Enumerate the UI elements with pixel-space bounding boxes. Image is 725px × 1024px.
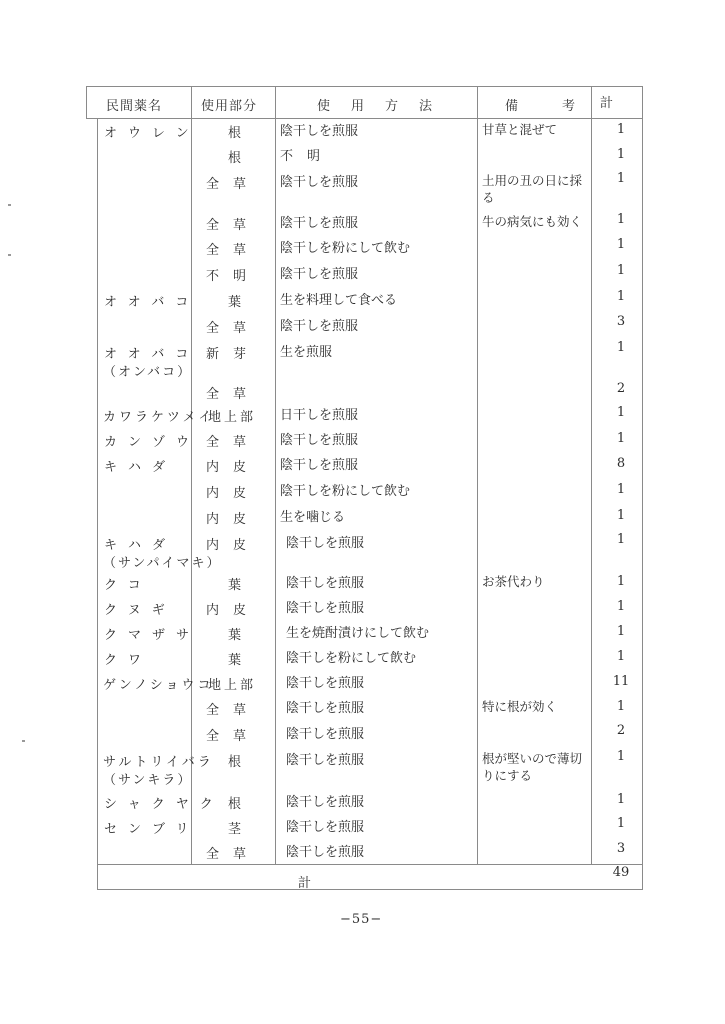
remedy-name-alias: （オンバコ） [103, 365, 193, 380]
usage-method: 陰干しを煎服 [286, 576, 365, 591]
remedy-name: シャクヤク [104, 797, 224, 812]
usage-method: 陰干しを煎服 [280, 124, 359, 139]
remedy-name: クマザサ [104, 628, 201, 643]
part-used: 新芽 [206, 347, 261, 362]
part-used: 葉 [228, 628, 242, 643]
remarks: 甘草と混ぜて [482, 122, 558, 137]
part-used: 茎 [228, 822, 242, 837]
usage-method: 陰干しを煎服 [286, 676, 365, 691]
part-used: 内皮 [206, 538, 261, 553]
usage-method: 陰干しを煎服 [286, 820, 365, 835]
usage-method: 陰干しを粉にして飲む [286, 651, 417, 666]
part-used: 内皮 [206, 460, 261, 475]
remedy-name: オオバコ [104, 295, 200, 310]
count-cell: 1 [616, 212, 626, 227]
usage-method: 生を煎服 [280, 345, 333, 360]
part-used: 内皮 [206, 486, 261, 501]
part-used: 地上部 [208, 410, 257, 425]
total-value: 49 [612, 865, 630, 880]
count-cell: 1 [616, 431, 626, 446]
count-cell: 2 [616, 381, 626, 396]
remarks: 根が堅いので薄切りにする [482, 751, 583, 783]
table-right-border [642, 86, 643, 890]
remedy-name-alias: （サンキラ） [103, 773, 193, 788]
remedy-name: キハダ [104, 460, 177, 475]
col-divider-1 [191, 86, 192, 865]
count-cell: 2 [616, 723, 626, 738]
page-number: −55− [340, 912, 383, 927]
part-used: 全草 [206, 218, 261, 233]
part-used: 全草 [206, 847, 261, 862]
usage-method: 生を噛じる [280, 510, 346, 525]
usage-method: 陰干しを煎服 [280, 433, 359, 448]
table-top-border [86, 86, 643, 87]
count-cell: 1 [616, 624, 626, 639]
count-cell: 1 [616, 237, 626, 252]
usage-method: 日干しを煎服 [280, 408, 359, 423]
count-cell: 1 [616, 405, 626, 420]
remedy-name: カワラケツメイ [103, 410, 215, 425]
header-bottom-border [86, 118, 643, 119]
count-cell: 1 [616, 699, 626, 714]
count-cell: 1 [616, 482, 626, 497]
part-used: 全草 [206, 321, 261, 336]
count-cell: 1 [616, 263, 626, 278]
remedy-name: クヌギ [104, 603, 176, 618]
header-name: 民間薬名 [106, 99, 163, 114]
part-used: 不明 [206, 269, 261, 284]
usage-method: 陰干しを煎服 [286, 753, 365, 768]
remedy-name: センブリ [104, 822, 200, 837]
count-cell: 1 [616, 532, 626, 547]
usage-method: 生を料理して食べる [280, 293, 398, 308]
count-cell: 1 [616, 574, 626, 589]
count-cell: 8 [616, 456, 626, 471]
usage-method: 陰干しを煎服 [280, 319, 359, 334]
usage-method: 陰干しを粉にして飲む [280, 241, 411, 256]
usage-method: 陰干しを煎服 [286, 727, 365, 742]
part-used: 葉 [228, 295, 242, 310]
part-used: 内皮 [206, 512, 261, 527]
scan-speck [8, 204, 11, 206]
count-cell: 1 [616, 147, 626, 162]
table-left-border [86, 86, 87, 119]
part-used: 内皮 [206, 603, 261, 618]
remedy-name-alias: （サンパイマキ） [103, 556, 222, 571]
usage-method: 陰干しを煎服 [286, 795, 365, 810]
part-used: 根 [228, 151, 242, 166]
part-used: 地上部 [208, 678, 257, 693]
remarks: お茶代わり [482, 574, 545, 589]
remedy-name: サルトリイバラ [103, 755, 214, 770]
count-cell: 1 [616, 122, 626, 137]
remedy-name: クコ [104, 578, 152, 593]
usage-method: 陰干しを煎服 [286, 701, 365, 716]
header-method: 使 用 方 法 [317, 99, 437, 114]
count-cell: 1 [616, 816, 626, 831]
count-cell: 11 [612, 674, 630, 689]
remedy-name: クワ [104, 653, 153, 668]
usage-method: 陰干しを煎服 [280, 175, 359, 190]
count-cell: 1 [616, 171, 626, 186]
usage-method: 陰干しを煎服 [280, 458, 359, 473]
col-divider-2 [275, 86, 276, 865]
usage-method: 陰干しを煎服 [280, 267, 359, 282]
part-used: 全草 [206, 387, 261, 402]
usage-method: 陰干しを粉にして飲む [280, 484, 411, 499]
usage-method: 陰干しを煎服 [286, 601, 365, 616]
part-used: 全草 [206, 703, 261, 718]
usage-method: 陰干しを煎服 [286, 536, 365, 551]
count-cell: 1 [616, 749, 626, 764]
usage-method: 陰干しを煎服 [280, 216, 359, 231]
part-used: 葉 [228, 653, 242, 668]
part-used: 全草 [206, 435, 261, 450]
part-used: 全草 [206, 243, 261, 258]
part-used: 根 [228, 797, 242, 812]
count-cell: 1 [616, 792, 626, 807]
count-cell: 1 [616, 340, 626, 355]
remedy-name: オオバコ [104, 347, 200, 362]
remedy-name: ゲンノショウコ [103, 678, 214, 693]
total-top-border [97, 864, 643, 865]
remedy-name: カンゾウ [104, 435, 201, 450]
part-used: 根 [228, 126, 242, 141]
usage-method: 不明 [280, 149, 335, 164]
usage-method: 陰干しを煎服 [286, 845, 365, 860]
remedy-name: キハダ [104, 538, 177, 553]
scan-speck [22, 740, 25, 742]
part-used: 根 [228, 755, 242, 770]
part-used: 全草 [206, 177, 261, 192]
part-used: 葉 [228, 578, 242, 593]
count-cell: 1 [616, 508, 626, 523]
header-note: 備 考 [505, 99, 582, 114]
table-bottom-border [97, 889, 643, 890]
col-divider-3 [477, 86, 478, 865]
header-part: 使用部分 [201, 99, 258, 114]
remarks: 土用の丑の日に採る [482, 173, 583, 205]
part-used: 全草 [206, 729, 261, 744]
remarks: 牛の病気にも効く [482, 214, 583, 229]
remarks: 特に根が効く [482, 699, 558, 714]
table-left-border-body [97, 118, 98, 890]
count-cell: 3 [616, 314, 626, 329]
usage-method: 生を焼酎漬けにして飲む [286, 626, 430, 641]
count-cell: 1 [616, 599, 626, 614]
remedy-name: オウレン [104, 126, 200, 141]
total-label: 計 [298, 876, 312, 891]
count-cell: 1 [616, 289, 626, 304]
header-count: 計 [600, 96, 615, 111]
count-cell: 1 [616, 649, 626, 664]
count-cell: 3 [616, 841, 626, 856]
scan-speck [8, 254, 11, 256]
